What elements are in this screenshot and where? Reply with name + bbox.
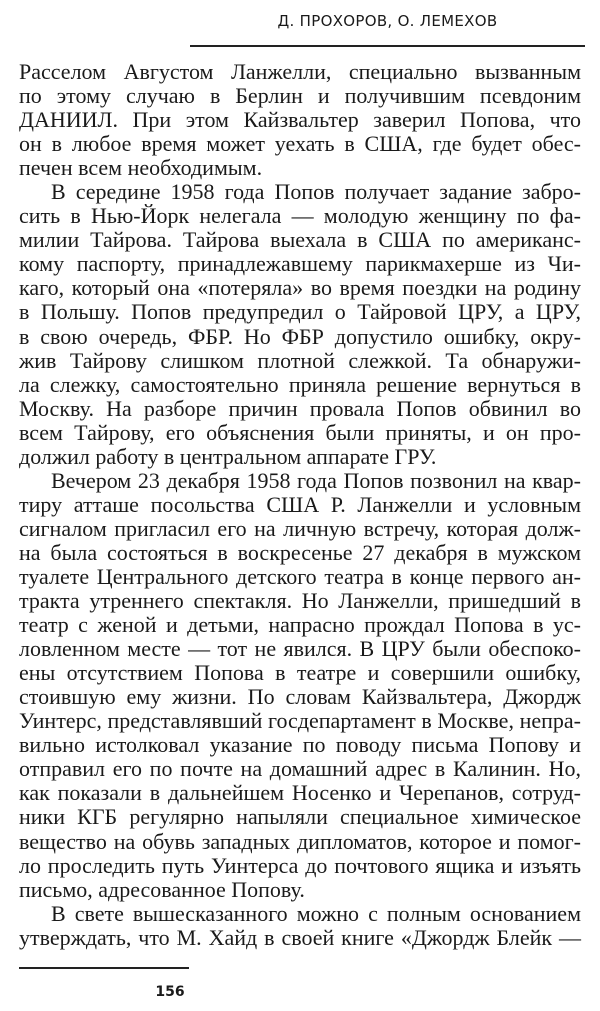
paragraph bbox=[19, 902, 581, 950]
text-line: тиру атташе посольства США Р. Ланжелли и условным bbox=[19, 491, 581, 517]
text-line: стоившую ему жизни. По словам Кайзвальтера, Джордж bbox=[19, 684, 581, 710]
text-line: В середине 1958 года Попов получает задание забро- bbox=[51, 179, 581, 205]
paragraph bbox=[19, 180, 581, 469]
text-line: сить в Нью-Йорк нелегала — молодую женщину по фа- bbox=[19, 203, 581, 229]
page-number: 156 bbox=[155, 984, 185, 1000]
header-rule bbox=[190, 45, 585, 47]
running-head: Д. ПРОХОРОВ, О. ЛЕМЕХОВ bbox=[277, 12, 498, 30]
text-line: ловленном месте — тот не явился. В ЦРУ были обеспоко- bbox=[19, 636, 581, 662]
text-line: ла слежку, самостоятельно приняла решение вернуться в bbox=[19, 371, 581, 397]
text-line: ло проследить путь Уинтерса до почтового ящика и изъять bbox=[19, 852, 581, 878]
text-line: ники КГБ регулярно напыляли специальное химическое bbox=[19, 804, 581, 830]
text-line: туалете Центрального детского театра в конце первого ан- bbox=[19, 563, 581, 589]
text-line: Уинтерс, представлявший госдепартамент в Москве, непра- bbox=[19, 708, 581, 734]
text-line: В свете вышесказанного можно с полным основанием bbox=[51, 900, 581, 926]
text-line: кому паспорту, принадлежавшему парикмахерше из Чи- bbox=[19, 251, 581, 277]
text-line: вильно истолковал указание по поводу письма Попову и bbox=[19, 732, 581, 758]
text-line: отправил его по почте на домашний адрес в Калинин. Но, bbox=[19, 756, 581, 782]
body-text bbox=[19, 60, 581, 950]
text-line: ены отсутствием Попова в театре и совершили ошибку, bbox=[19, 660, 581, 686]
text-line: в Польшу. Попов предупредил о Тайровой ЦРУ, а ЦРУ, bbox=[19, 299, 581, 325]
text-line: Расселом Августом Ланжелли, специально вызванным bbox=[19, 59, 581, 84]
text-line: по этому случаю в Берлин и получившим псевдоним bbox=[19, 83, 581, 109]
text-line: Москву. На разборе причин провала Попов обвинил во bbox=[19, 395, 581, 421]
text-line: театр с женой и детьми, напрасно прождал Попова в ус- bbox=[19, 612, 581, 638]
text-line: должил работу в центральном аппарате ГРУ. bbox=[19, 443, 437, 469]
footnote-rule bbox=[19, 967, 189, 969]
text-line: в свою очередь, ФБР. Но ФБР допустило ошибку, окру- bbox=[19, 323, 581, 349]
text-line: ДАНИИЛ. При этом Кайзвальтер заверил Попова, что bbox=[19, 107, 581, 133]
text-line: как показали в дальнейшем Носенко и Черепанов, сотруд- bbox=[19, 780, 581, 806]
text-line: вещество на обувь западных дипломатов, которое и помог- bbox=[19, 828, 581, 854]
paragraph bbox=[19, 469, 581, 902]
text-line: письмо, адресованное Попову. bbox=[19, 876, 305, 902]
text-line: печен всем необходимым. bbox=[19, 155, 263, 181]
text-line: на была состояться в воскресенье 27 декабря в мужском bbox=[19, 539, 581, 565]
text-line: он в любое время может уехать в США, где будет обес- bbox=[19, 131, 581, 157]
text-line: милии Тайрова. Тайрова выехала в США по американс- bbox=[19, 227, 581, 253]
text-line: тракта утреннего спектакля. Но Ланжелли, пришедший в bbox=[19, 588, 581, 614]
paragraph bbox=[19, 60, 581, 180]
text-line: всем Тайрову, его объяснения были приняты, и он про- bbox=[19, 419, 581, 445]
text-line: утверждать, что М. Хайд в своей книге «Джордж Блейк — bbox=[19, 924, 581, 950]
text-line: жив Тайрову слишком плотной слежкой. Та обнаружи- bbox=[19, 347, 581, 373]
text-line: сигналом пригласил его на личную встречу, которая долж- bbox=[19, 515, 581, 541]
text-line: Вечером 23 декабря 1958 года Попов позвонил на квар- bbox=[51, 467, 581, 493]
text-line: каго, который она «потеряла» во время поездки на родину bbox=[19, 275, 581, 301]
